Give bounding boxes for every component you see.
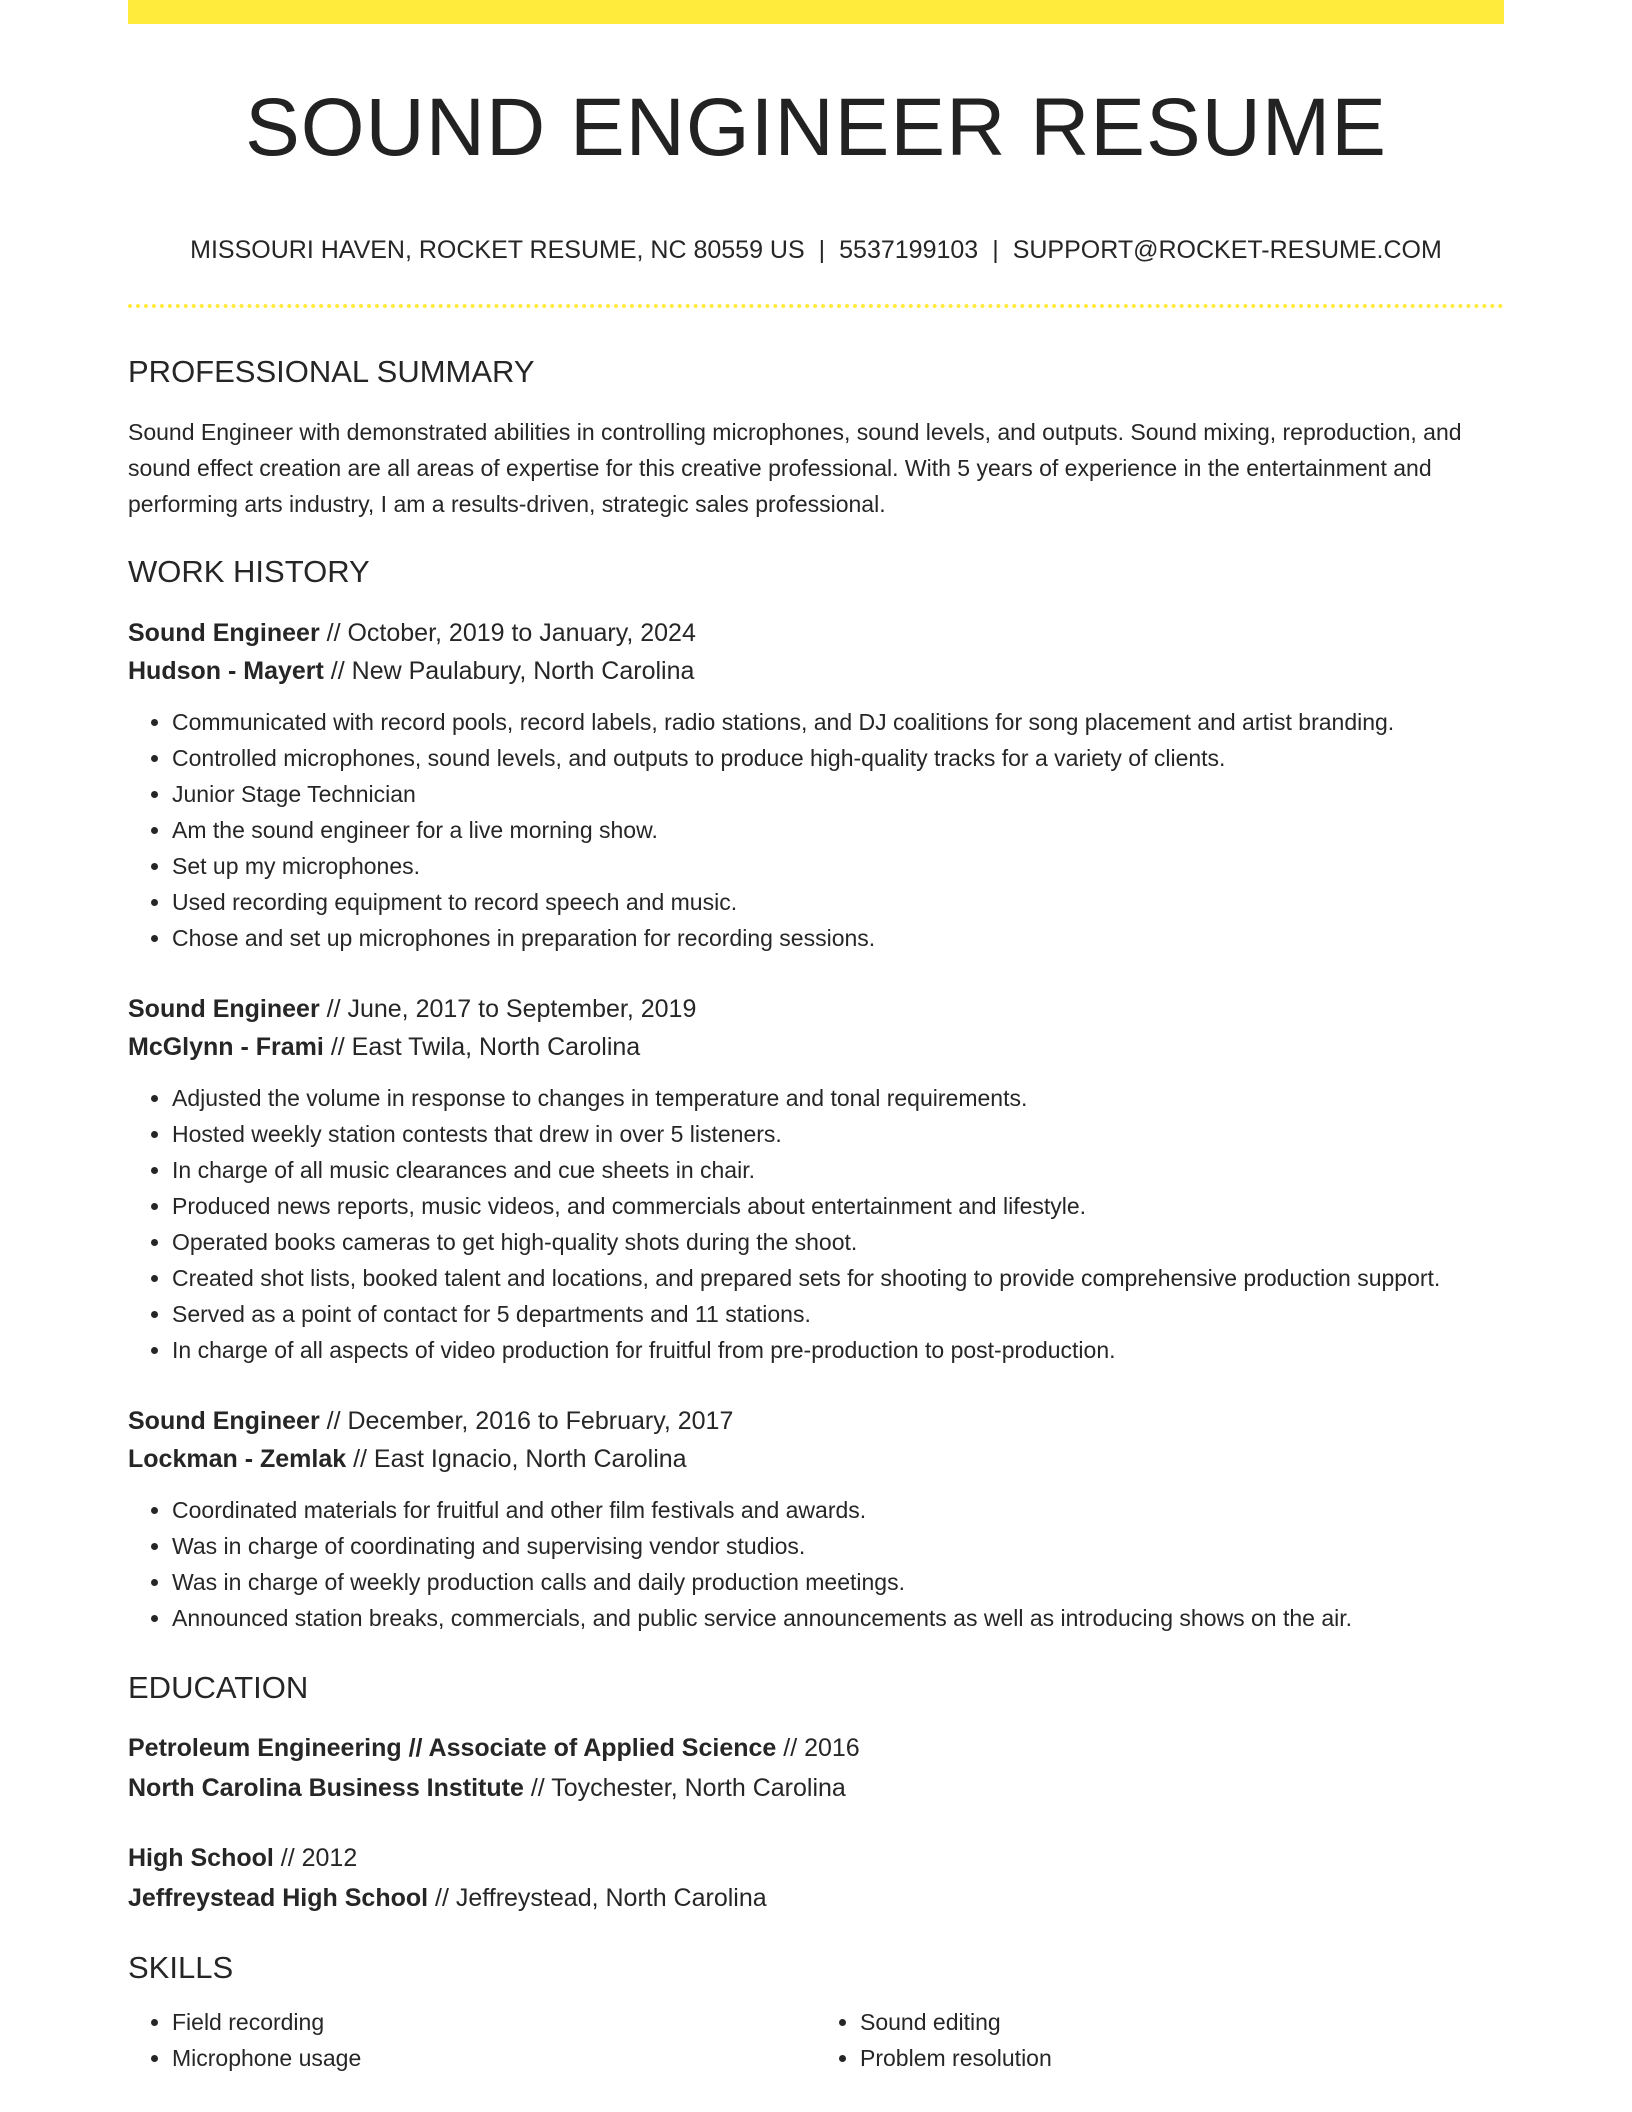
job-role: Sound Engineer <box>128 619 320 647</box>
job-bullets <box>128 1492 1504 1636</box>
job-role-line <box>128 990 1504 1028</box>
job-bullet: • Produced news reports, music videos, and commercials about entertainment and lifestyle. <box>172 1188 1504 1224</box>
education-school: Jeffreystead High School <box>128 1884 429 1912</box>
education-year: // 2012 <box>273 1844 358 1872</box>
job-company-line <box>128 1028 1504 1066</box>
contact-phone: 5537199103 <box>839 236 979 264</box>
summary-text: Sound Engineer with demonstrated abilities in controlling microphones, sound levels, and outputs. Sound mixing, reproduction, and sound effect creation are all areas of expertise for this creative professional. With 5 years of experience in the entertainment and performing arts industry, I am a results-driven, strategic sales professional. <box>128 419 1462 517</box>
job-bullet: • Set up my microphones. <box>172 848 1504 884</box>
education-degree-line <box>128 1728 1504 1768</box>
job-bullet: • Controlled microphones, sound levels, and outputs to produce high-quality tracks for a variety of clients. <box>172 740 1504 776</box>
summary-heading: PROFESSIONAL SUMMARY <box>128 354 535 389</box>
job-bullet: • Used recording equipment to record speech and music. <box>172 884 1504 920</box>
education-school-line <box>128 1878 1504 1918</box>
job-company-line <box>128 1440 1504 1478</box>
job-bullets <box>128 704 1504 956</box>
contact-line <box>128 234 1504 266</box>
job-bullet: • Coordinated materials for fruitful and other film festivals and awards. <box>172 1492 1504 1528</box>
job-role: Sound Engineer <box>128 1407 320 1435</box>
job-company: Lockman - Zemlak <box>128 1445 347 1473</box>
work-history-heading: WORK HISTORY <box>128 554 370 589</box>
dotted-divider <box>128 304 1504 308</box>
education-school-line <box>128 1768 1504 1808</box>
job-location: // East Ignacio, North Carolina <box>346 1445 687 1473</box>
resume-page <box>128 0 1504 2076</box>
education-location: // Toychester, North Carolina <box>523 1774 846 1802</box>
job-bullet: • Was in charge of coordinating and supervising vendor studios. <box>172 1528 1504 1564</box>
job-bullet: • In charge of all music clearances and cue sheets in chair. <box>172 1152 1504 1188</box>
job-location: // East Twila, North Carolina <box>323 1033 641 1061</box>
skills-columns <box>128 2004 1504 2076</box>
job-role-line <box>128 1402 1504 1440</box>
job-bullet: • Operated books cameras to get high-quality shots during the shoot. <box>172 1224 1504 1260</box>
job-bullet: • Am the sound engineer for a live morning show. <box>172 812 1504 848</box>
job-bullet: • In charge of all aspects of video production for fruitful from pre-production to post-production. <box>172 1332 1504 1368</box>
skills-list-right <box>816 2004 1504 2076</box>
job-company-line <box>128 652 1504 690</box>
education-heading: EDUCATION <box>128 1670 309 1705</box>
job-bullet: • Chose and set up microphones in preparation for recording sessions. <box>172 920 1504 956</box>
job-company: McGlynn - Frami <box>128 1033 324 1061</box>
job-bullet: • Was in charge of weekly production calls and daily production meetings. <box>172 1564 1504 1600</box>
job-role-line <box>128 614 1504 652</box>
job-company: Hudson - Mayert <box>128 657 324 685</box>
skill-item: • Microphone usage <box>172 2040 816 2076</box>
education-school: North Carolina Business Institute <box>128 1774 524 1802</box>
contact-address: MISSOURI HAVEN, ROCKET RESUME, NC 80559 US <box>190 236 805 264</box>
job-bullet: • Hosted weekly station contests that drew in over 5 listeners. <box>172 1116 1504 1152</box>
job-bullets <box>128 1080 1504 1368</box>
job-bullet: • Served as a point of contact for 5 departments and 11 stations. <box>172 1296 1504 1332</box>
job-bullet: • Adjusted the volume in response to changes in temperature and tonal requirements. <box>172 1080 1504 1116</box>
education-entry <box>128 1728 1504 1808</box>
job-bullet: • Junior Stage Technician <box>172 776 1504 812</box>
resume-title: SOUND ENGINEER RESUME <box>245 82 1387 173</box>
job-bullet: • Announced station breaks, commercials, and public service announcements as well as introducing shows on the air. <box>172 1600 1504 1636</box>
education-degree: Petroleum Engineering // Associate of Applied Science <box>128 1734 777 1762</box>
job-dates: // October, 2019 to January, 2024 <box>319 619 696 647</box>
skills-list-left <box>128 2004 816 2076</box>
education-location: // Jeffreystead, North Carolina <box>428 1884 767 1912</box>
job-dates: // December, 2016 to February, 2017 <box>319 1407 734 1435</box>
education-year: // 2016 <box>776 1734 860 1762</box>
education-entry <box>128 1838 1504 1918</box>
education-degree-line <box>128 1838 1504 1878</box>
job-bullet: • Created shot lists, booked talent and locations, and prepared sets for shooting to provide comprehensive production support. <box>172 1260 1504 1296</box>
education-degree: High School <box>128 1844 274 1872</box>
job-entry <box>128 1402 1504 1636</box>
contact-separator: | <box>818 236 826 264</box>
job-dates: // June, 2017 to September, 2019 <box>319 995 697 1023</box>
accent-top-bar <box>128 0 1504 24</box>
contact-separator: | <box>992 236 999 264</box>
job-entry <box>128 990 1504 1368</box>
skill-item: • Sound editing <box>860 2004 1504 2040</box>
skill-item: • Field recording <box>172 2004 816 2040</box>
skill-item: • Problem resolution <box>860 2040 1504 2076</box>
contact-email: SUPPORT@ROCKET-RESUME.COM <box>1012 236 1442 264</box>
job-bullet: • Communicated with record pools, record labels, radio stations, and DJ coalitions for song placement and artist branding. <box>172 704 1504 740</box>
job-role: Sound Engineer <box>128 995 320 1023</box>
job-entry <box>128 614 1504 956</box>
skills-heading: SKILLS <box>128 1950 234 1985</box>
job-location: // New Paulabury, North Carolina <box>323 657 695 685</box>
